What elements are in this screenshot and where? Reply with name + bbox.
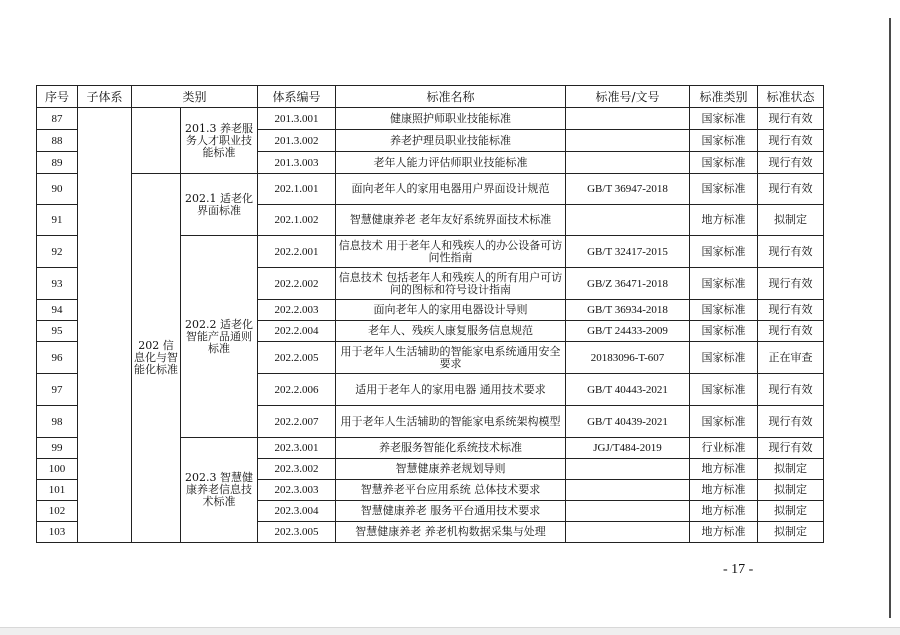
std-no-cell [566, 522, 690, 543]
status-cell: 现行有效 [758, 174, 824, 205]
header-standard-status: 标准状态 [758, 86, 824, 108]
seq-cell: 87 [37, 108, 78, 130]
status-cell: 正在审查 [758, 342, 824, 374]
code-cell: 202.2.006 [258, 374, 336, 406]
std-no-cell: GB/T 36947-2018 [566, 174, 690, 205]
status-cell: 现行有效 [758, 300, 824, 321]
code-cell: 201.3.003 [258, 152, 336, 174]
seq-cell: 91 [37, 205, 78, 236]
page-number: - 17 - [723, 562, 754, 577]
code-cell: 202.2.003 [258, 300, 336, 321]
std-no-cell [566, 205, 690, 236]
group-202: 202 信息化与智能化标准 [132, 174, 181, 543]
status-cell: 现行有效 [758, 152, 824, 174]
name-cell: 智慧健康养老 老年友好系统界面技术标准 [336, 205, 566, 236]
std-no-cell: GB/Z 36471-2018 [566, 268, 690, 300]
header-standard-type: 标准类别 [690, 86, 758, 108]
seq-cell: 95 [37, 321, 78, 342]
header-subsystem: 子体系 [78, 86, 132, 108]
type-cell: 国家标准 [690, 374, 758, 406]
status-cell: 拟制定 [758, 522, 824, 543]
seq-cell: 97 [37, 374, 78, 406]
name-cell: 面向老年人的家用电器设计导则 [336, 300, 566, 321]
code-cell: 202.3.003 [258, 480, 336, 501]
type-cell: 国家标准 [690, 321, 758, 342]
name-cell: 老年人能力评估师职业技能标准 [336, 152, 566, 174]
type-cell: 国家标准 [690, 300, 758, 321]
status-cell: 拟制定 [758, 205, 824, 236]
type-cell: 地方标准 [690, 480, 758, 501]
name-cell: 适用于老年人的家用电器 通用技术要求 [336, 374, 566, 406]
name-cell: 智慧健康养老规划导则 [336, 459, 566, 480]
type-cell: 国家标准 [690, 108, 758, 130]
header-system-code: 体系编号 [258, 86, 336, 108]
header-standard-number: 标准号/文号 [566, 86, 690, 108]
seq-cell: 103 [37, 522, 78, 543]
code-cell: 202.2.004 [258, 321, 336, 342]
code-cell: 202.2.007 [258, 406, 336, 438]
code-cell: 202.1.002 [258, 205, 336, 236]
status-cell: 现行有效 [758, 374, 824, 406]
std-no-cell [566, 480, 690, 501]
name-cell: 老年人、残疾人康复服务信息规范 [336, 321, 566, 342]
header-seq: 序号 [37, 86, 78, 108]
code-cell: 202.2.005 [258, 342, 336, 374]
name-cell: 智慧健康养老 养老机构数据采集与处理 [336, 522, 566, 543]
subsystem-cell [78, 108, 132, 543]
name-cell: 用于老年人生活辅助的智能家电系统架构模型 [336, 406, 566, 438]
seq-cell: 101 [37, 480, 78, 501]
category-202-3: 202.3 智慧健康养老信息技术标准 [181, 438, 258, 543]
type-cell: 地方标准 [690, 205, 758, 236]
status-cell: 拟制定 [758, 480, 824, 501]
status-cell: 拟制定 [758, 501, 824, 522]
code-cell: 202.2.002 [258, 268, 336, 300]
header-category: 类别 [132, 86, 258, 108]
name-cell: 养老服务智能化系统技术标准 [336, 438, 566, 459]
code-cell: 202.1.001 [258, 174, 336, 205]
page-bottom-edge [0, 627, 900, 635]
std-no-cell: GB/T 24433-2009 [566, 321, 690, 342]
seq-cell: 90 [37, 174, 78, 205]
code-cell: 201.3.001 [258, 108, 336, 130]
std-no-cell: GB/T 40443-2021 [566, 374, 690, 406]
seq-cell: 98 [37, 406, 78, 438]
type-cell: 地方标准 [690, 501, 758, 522]
name-cell: 健康照护师职业技能标准 [336, 108, 566, 130]
table-header-row [37, 86, 824, 108]
std-no-cell: JGJ/T484-2019 [566, 438, 690, 459]
type-cell: 国家标准 [690, 130, 758, 152]
name-cell: 用于老年人生活辅助的智能家电系统通用安全要求 [336, 342, 566, 374]
seq-cell: 93 [37, 268, 78, 300]
std-no-cell: GB/T 32417-2015 [566, 236, 690, 268]
std-no-cell [566, 152, 690, 174]
table-row [37, 174, 824, 205]
category-201-3: 201.3 养老服务人才职业技能标准 [181, 108, 258, 174]
type-cell: 地方标准 [690, 522, 758, 543]
status-cell: 现行有效 [758, 406, 824, 438]
std-no-cell [566, 130, 690, 152]
std-no-cell [566, 501, 690, 522]
code-cell: 202.2.001 [258, 236, 336, 268]
std-no-cell: GB/T 40439-2021 [566, 406, 690, 438]
name-cell: 信息技术 包括老年人和残疾人的所有用户可访问的图标和符号设计指南 [336, 268, 566, 300]
standards-table [36, 85, 824, 543]
std-no-cell [566, 108, 690, 130]
type-cell: 行业标准 [690, 438, 758, 459]
name-cell: 智慧养老平台应用系统 总体技术要求 [336, 480, 566, 501]
seq-cell: 99 [37, 438, 78, 459]
table-row [37, 108, 824, 130]
name-cell: 养老护理员职业技能标准 [336, 130, 566, 152]
status-cell: 现行有效 [758, 321, 824, 342]
status-cell: 现行有效 [758, 268, 824, 300]
type-cell: 国家标准 [690, 342, 758, 374]
status-cell: 现行有效 [758, 130, 824, 152]
std-no-cell: GB/T 36934-2018 [566, 300, 690, 321]
seq-cell: 92 [37, 236, 78, 268]
name-cell: 面向老年人的家用电器用户界面设计规范 [336, 174, 566, 205]
type-cell: 国家标准 [690, 174, 758, 205]
type-cell: 国家标准 [690, 406, 758, 438]
seq-cell: 94 [37, 300, 78, 321]
code-cell: 202.3.001 [258, 438, 336, 459]
status-cell: 现行有效 [758, 236, 824, 268]
status-cell: 现行有效 [758, 438, 824, 459]
name-cell: 智慧健康养老 服务平台通用技术要求 [336, 501, 566, 522]
type-cell: 地方标准 [690, 459, 758, 480]
code-cell: 202.3.005 [258, 522, 336, 543]
category-202-2: 202.2 适老化智能产品通则标准 [181, 236, 258, 438]
seq-cell: 96 [37, 342, 78, 374]
std-no-cell [566, 459, 690, 480]
seq-cell: 89 [37, 152, 78, 174]
code-cell: 202.3.004 [258, 501, 336, 522]
category-202-1: 202.1 适老化界面标准 [181, 174, 258, 236]
code-cell: 201.3.002 [258, 130, 336, 152]
status-cell: 拟制定 [758, 459, 824, 480]
seq-cell: 100 [37, 459, 78, 480]
seq-cell: 88 [37, 130, 78, 152]
name-cell: 信息技术 用于老年人和残疾人的办公设备可访问性指南 [336, 236, 566, 268]
std-no-cell: 20183096-T-607 [566, 342, 690, 374]
code-cell: 202.3.002 [258, 459, 336, 480]
type-cell: 国家标准 [690, 268, 758, 300]
binding-line [889, 18, 891, 618]
seq-cell: 102 [37, 501, 78, 522]
type-cell: 国家标准 [690, 152, 758, 174]
status-cell: 现行有效 [758, 108, 824, 130]
header-standard-name: 标准名称 [336, 86, 566, 108]
group-cell-continued [132, 108, 181, 174]
type-cell: 国家标准 [690, 236, 758, 268]
